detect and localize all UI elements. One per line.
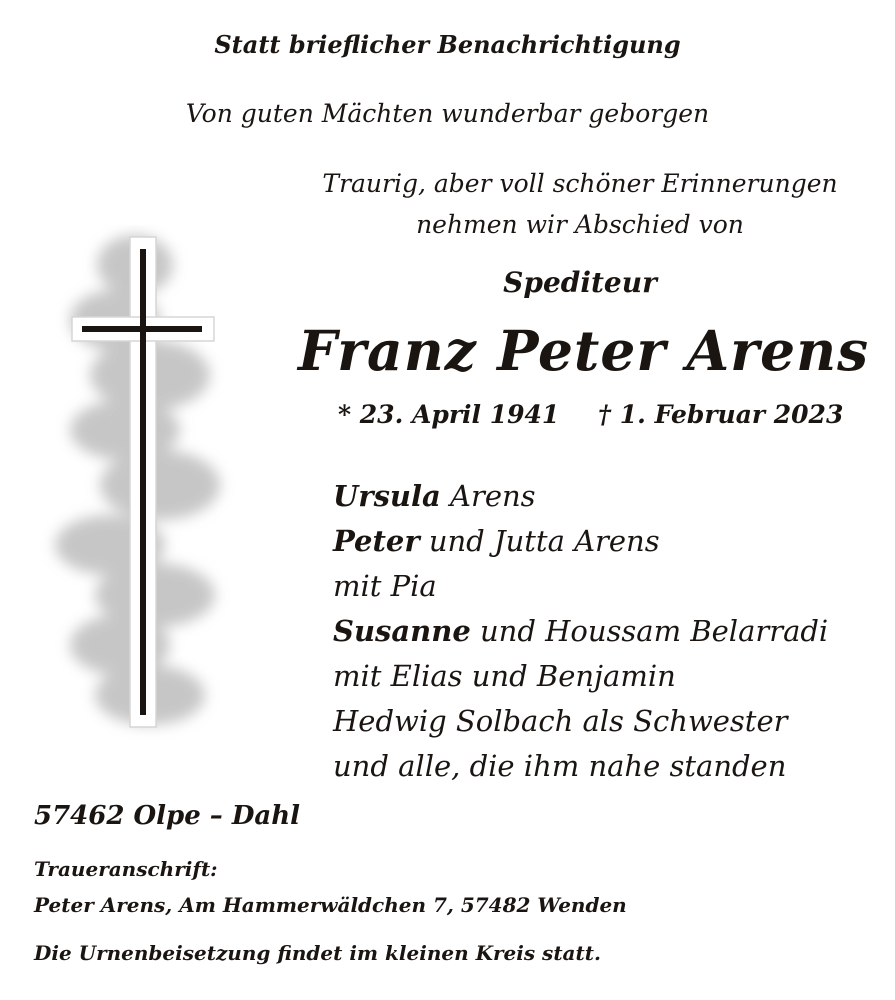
deceased-title: Spediteur (503, 266, 657, 299)
address-label: Traueranschrift: (34, 857, 218, 881)
birth-date: * 23. April 1941 (338, 400, 560, 429)
mourner-rest: und Houssam Belarradi (470, 614, 829, 648)
mourning-address: Peter Arens, Am Hammerwäldchen 7, 57482 Wenden (34, 893, 627, 917)
cross-icon (30, 225, 250, 745)
deceased-name: Franz Peter Arens (298, 318, 870, 383)
mourner-first-name: Peter (333, 524, 420, 558)
mourners-list (333, 474, 828, 789)
burial-note: Die Urnenbeisetzung findet im kleinen Kreis statt. (34, 941, 601, 965)
mourner-line (333, 699, 828, 744)
mourner-line (333, 654, 828, 699)
mourner-first-name: Susanne (333, 614, 471, 648)
mourner-rest: Hedwig Solbach als Schwester (333, 704, 788, 738)
mourner-line (333, 744, 828, 789)
mourner-line (333, 519, 828, 564)
mourner-line (333, 474, 828, 519)
mourner-rest: Arens (440, 479, 536, 513)
motto: Von guten Mächten wunderbar geborgen (185, 99, 710, 128)
mourner-rest: und alle, die ihm nahe standen (333, 749, 787, 783)
notice-heading: Statt brieflicher Benachrichtigung (214, 30, 681, 59)
mourner-line (333, 564, 828, 609)
mourner-rest: und Jutta Arens (419, 524, 660, 558)
mourner-rest: mit Pia (333, 569, 437, 603)
intro-line-1: Traurig, aber voll schöner Erinnerungen (322, 169, 838, 198)
place: 57462 Olpe – Dahl (34, 801, 301, 831)
intro-line-2: nehmen wir Abschied von (416, 210, 744, 239)
mourner-line (333, 609, 828, 654)
mourner-rest: mit Elias und Benjamin (333, 659, 676, 693)
death-date: † 1. Februar 2023 (598, 400, 844, 429)
mourner-first-name: Ursula (333, 479, 441, 513)
